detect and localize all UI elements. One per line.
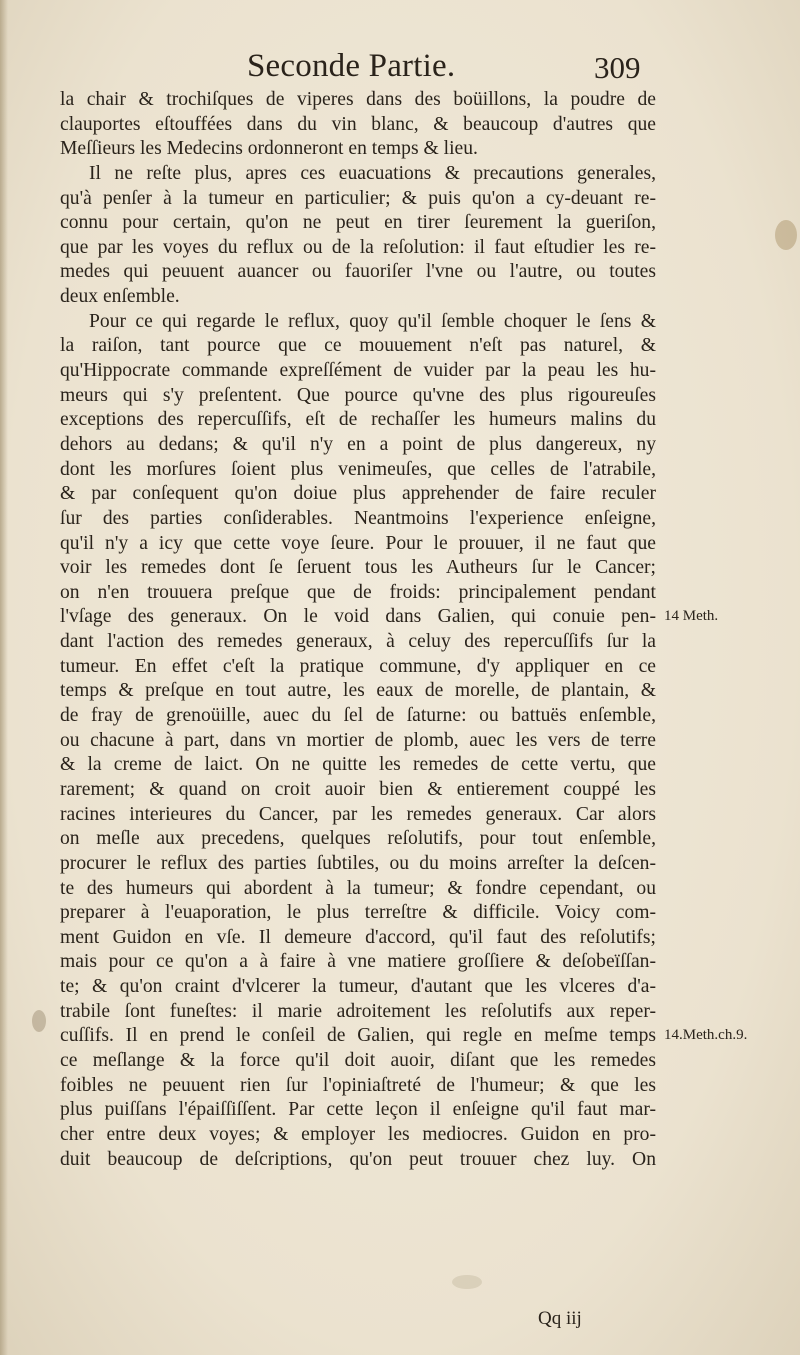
text-line: mais pour ce qu'on a à faire à vne matiere groſſiere & deſobeïſſan- (60, 951, 656, 973)
text-line: l'vſage des generaux. On le void dans Galien, qui conuie pen- (60, 606, 656, 628)
text-line: te; & qu'on craint d'vlcerer la tumeur, d'autant que les vlceres d'a- (60, 976, 656, 998)
text-line: Il ne reſte plus, apres ces euacuations & precautions generales, (89, 162, 656, 184)
text-line: duit beaucoup de deſcriptions, qu'on peut trouuer chez luy. On (60, 1148, 656, 1170)
text-line: meurs qui s'y preſentent. Que pource qu'vne des plus rigoureuſes (60, 384, 656, 406)
text-line: racines interieures du Cancer, par les remedes generaux. Car alors (60, 803, 656, 825)
text-line: tumeur. En effet c'eſt la pratique commune, d'y appliquer en ce (60, 655, 656, 677)
text-line: on n'en trouuera preſque que de froids: principalement pendant (60, 581, 656, 603)
text-line: rarement; & quand on croit auoir bien & entierement couppé les (60, 778, 656, 800)
marginal-note: 14 Meth. (664, 607, 719, 624)
text-line: te des humeurs qui abordent à la tumeur; & fondre cependant, ou (60, 877, 656, 899)
text-line: medes qui peuuent auancer ou fauoriſer l'vne ou l'autre, ou toutes (60, 261, 656, 283)
text-line: cuſſifs. Il en prend le conſeil de Galien, qui regle en meſme temps (60, 1025, 656, 1047)
text-line: deux enſemble. (60, 286, 180, 308)
page-number: 309 (594, 50, 641, 85)
text-line: la chair & trochiſques de viperes dans des boüillons, la poudre de (60, 89, 656, 110)
text-line: qu'Hippocrate commande expreſſément de vuider par la peau les hu- (60, 360, 656, 382)
text-line: trabile ſont funeſtes: il marie adroitement les reſolutifs aux reper- (60, 1000, 656, 1022)
text-line: & par conſequent qu'on doiue plus apprehender de faire reculer (60, 483, 656, 505)
text-line: temps & preſque en tout autre, les eaux de morelle, de plantain, & (60, 680, 656, 702)
text-line: ou chacune à part, dans vn mortier de plomb, auec les vers de terre (60, 729, 656, 751)
text-line: foibles ne peuuent rien ſur l'opiniaſtreté de l'humeur; & que les (60, 1074, 656, 1096)
marginal-note: 14.Meth.ch.9. (664, 1026, 748, 1043)
text-line: qu'il n'y a icy que cette voye ſeure. Pour le prouuer, il ne faut que (60, 532, 656, 554)
text-line: connu pour certain, qu'on ne peut en tirer ſeurement la gueriſon, (60, 212, 656, 234)
text-line: exceptions des repercuſſifs, eſt de rechaſſer les humeurs malins du (60, 409, 656, 431)
text-line: que par les voyes du reflux ou de la reſolution: il faut eſtudier les re- (60, 236, 656, 258)
text-line: Meſſieurs les Medecins ordonneront en temps & lieu. (60, 138, 478, 160)
text-line: on meſle aux precedens, quelques reſolutifs, pour tout enſemble, (60, 828, 656, 850)
text-line: dont les morſures ſoient plus venimeuſes, que celles de l'atrabile, (60, 458, 656, 480)
text-line: cher entre deux voyes; & employer les mediocres. Guidon en pro- (60, 1123, 656, 1145)
text-line: plus puiſſans l'épaiſſiſſent. Par cette leçon il enſeigne qu'il faut mar- (60, 1099, 656, 1121)
text-line: dehors au dedans; & qu'il n'y en a point de plus dangereux, ny (60, 433, 656, 455)
text-line: & la creme de laict. On ne quitte les remedes de cette vertu, que (60, 754, 656, 776)
text-line: dant l'action des remedes generaux, à celuy des repercuſſifs ſur la (60, 631, 656, 653)
running-head: Seconde Partie. (247, 48, 456, 84)
text-line: qu'à penſer à la tumeur en particulier; & puis qu'on a cy-deuant re- (60, 187, 656, 209)
text-line: clauportes eſtouffées dans du vin blanc, & beaucoup d'autres que (60, 113, 656, 135)
text-line: voir les remedes dont ſe ſeruent tous les Autheurs ſur le Cancer; (60, 557, 656, 579)
text-line: de fray de grenoüille, auec du ſel de ſaturne: ou battuës enſemble, (60, 705, 656, 727)
signature-mark: Qq iij (538, 1308, 582, 1329)
text-line: ſur des parties conſiderables. Neantmoins l'experience enſeigne, (60, 507, 656, 529)
text-line: preparer à l'euaporation, le plus terreſtre & difficile. Voicy com- (60, 902, 656, 924)
text-line: ment Guidon en vſe. Il demeure d'accord, qu'il faut des reſolutifs; (60, 926, 656, 948)
text-line: Pour ce qui regarde le reflux, quoy qu'il ſemble choquer le ſens & (89, 310, 656, 332)
text-line: ce meſlange & la force qu'il doit auoir, diſant que les remedes (60, 1049, 656, 1071)
text-line: procurer le reflux des parties ſubtiles, ou du moins arreſter la deſcen- (60, 852, 656, 874)
text-line: la raiſon, tant pource que ce mouuement n'eſt pas naturel, & (60, 335, 656, 357)
